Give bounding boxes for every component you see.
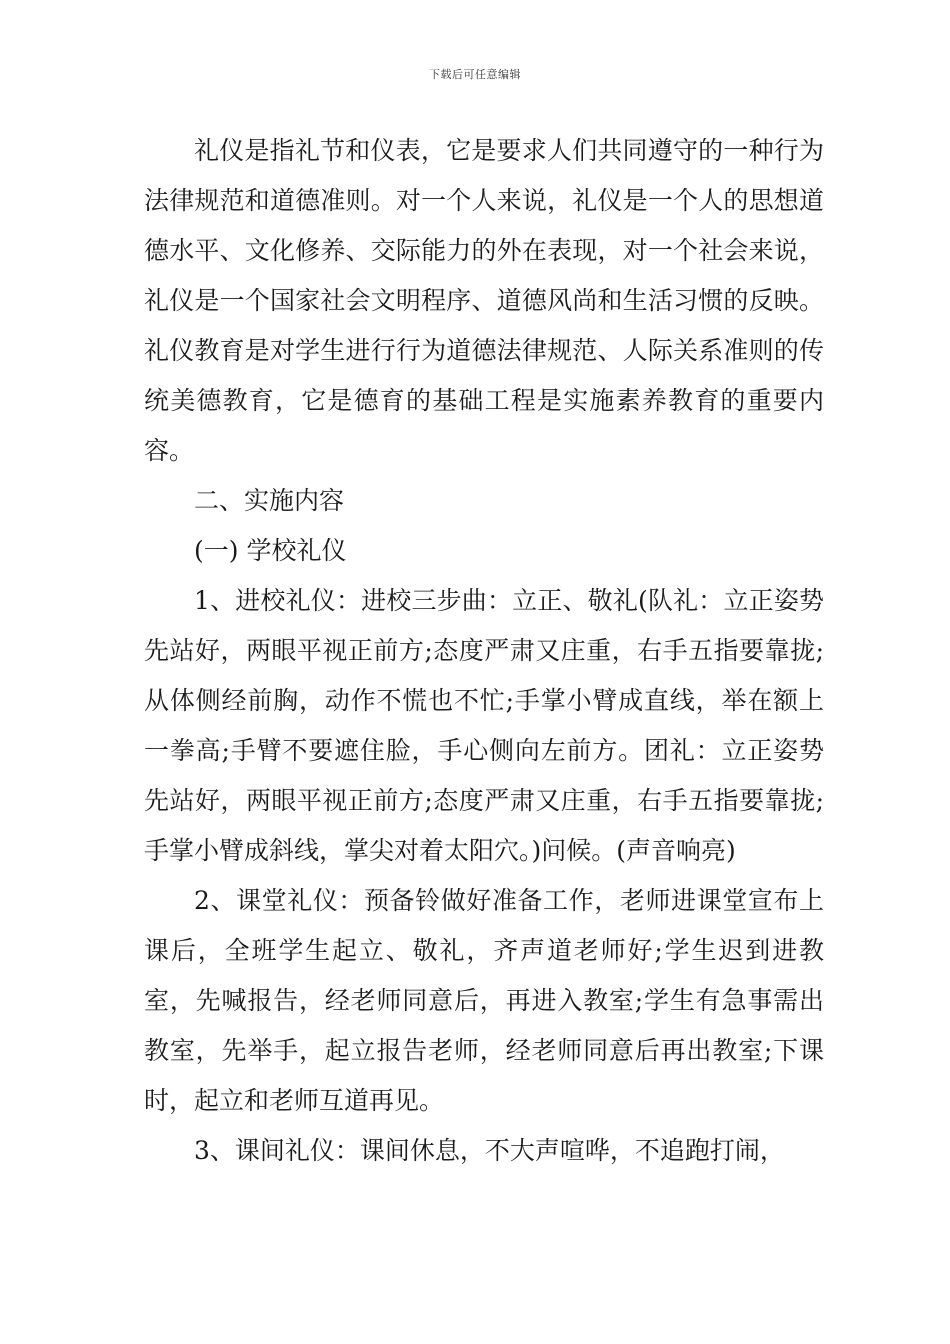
paragraph-break-time: 3、课间礼仪：课间休息，不大声喧哗，不追跑打闹， [194,1136,785,1165]
document-body [144,126,824,1176]
paragraph-etiquette-definition: 礼仪是指礼节和仪表，它是要求人们共同遵守的一种行为法律规范和道德准则。对一个人来说，礼仪是一个人的思想道德水平、文化修养、交际能力的外在表现，对一个社会来说，礼仪是一个国家社会文明程序、道德风尚和生活习惯的反映。礼仪教育是对学生进行行为道德法律规范、人际关系准则的传统美德教育，它是德育的基础工程是实施素养教育的重要内容。 [144,136,824,465]
subsection-heading-school-etiquette: (一) 学校礼仪 [194,536,347,565]
paragraph-classroom: 2、课堂礼仪：预备铃做好准备工作，老师进课堂宣布上课后，全班学生起立、敬礼，齐声道老师好;学生迟到进教室，先喊报告，经老师同意后，再进入教室;学生有急事需出教室，先举手，起立报告老师，经老师同意后再出教室;下课时，起立和老师互道再见。 [144,886,824,1115]
page-header-note: 下载后可任意编辑 [429,68,521,81]
section-heading-implementation: 二、实施内容 [194,486,345,515]
paragraph-entering-school: 1、进校礼仪：进校三步曲：立正、敬礼(队礼：立正姿势先站好，两眼平视正前方;态度严肃又庄重，右手五指要靠拢;从体侧经前胸，动作不慌也不忙;手掌小臂成直线，举在额上一拳高;手臂不要遮住脸，手心侧向左前方。团礼：立正姿势先站好，两眼平视正前方;态度严肃又庄重，右手五指要靠拢;手掌小臂成斜线，掌尖对着太阳穴。)问候。(声音响亮) [144,586,824,865]
